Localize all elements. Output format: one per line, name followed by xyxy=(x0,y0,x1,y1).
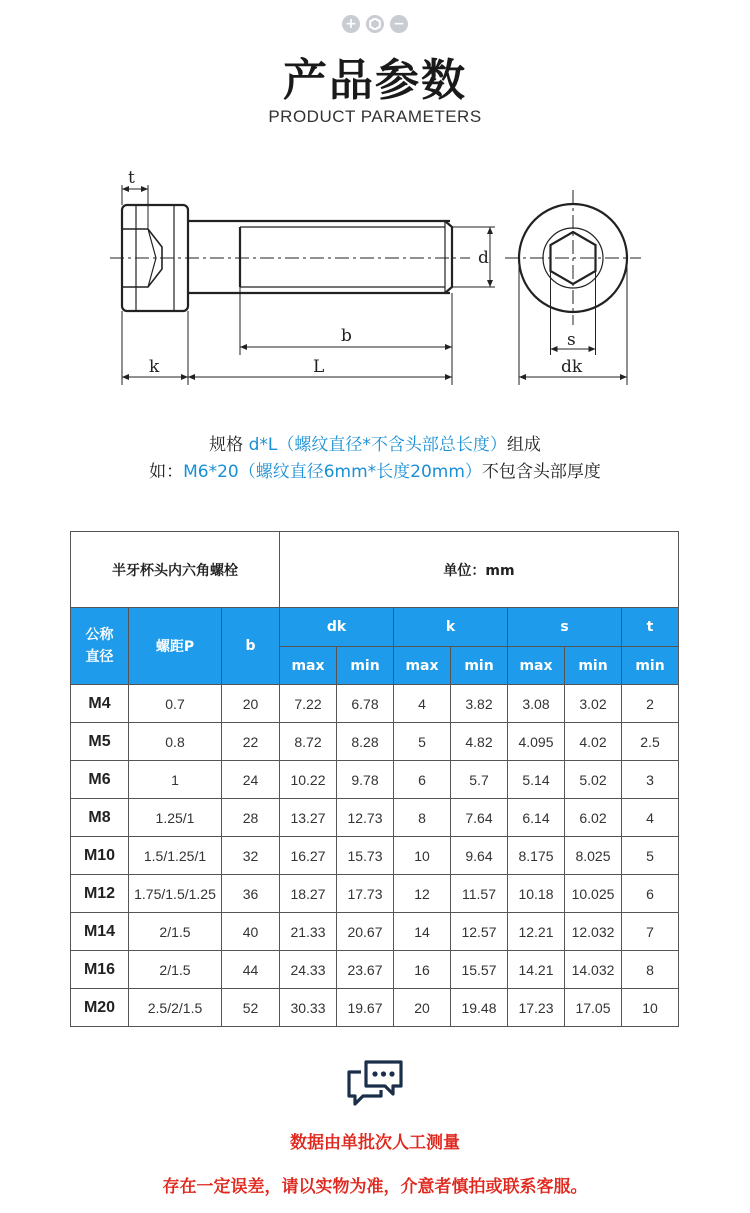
table-cell: 9.64 xyxy=(451,837,508,875)
table-cell: 9.78 xyxy=(337,761,394,799)
label-t: t xyxy=(128,168,135,188)
table-cell: 7 xyxy=(622,913,679,951)
subheader-cell: max xyxy=(280,647,337,685)
table-row xyxy=(71,875,679,913)
table-cell: 24.33 xyxy=(280,951,337,989)
table-cell: 22 xyxy=(222,723,280,761)
table-cell: 5 xyxy=(394,723,451,761)
table-cell: 3.82 xyxy=(451,685,508,723)
col-k: k xyxy=(394,608,508,647)
table-cell: 6.14 xyxy=(508,799,565,837)
table-cell: 10 xyxy=(394,837,451,875)
table-cell: 12.21 xyxy=(508,913,565,951)
col-s: s xyxy=(508,608,622,647)
table-cell: 14.032 xyxy=(565,951,622,989)
table-cell: 15.57 xyxy=(451,951,508,989)
table-cell: 6 xyxy=(394,761,451,799)
table-cell: 3 xyxy=(622,761,679,799)
table-cell: 3.08 xyxy=(508,685,565,723)
table-row xyxy=(71,723,679,761)
size-cell: M20 xyxy=(71,989,129,1027)
table-cell: 18.27 xyxy=(280,875,337,913)
header-decor xyxy=(0,15,750,33)
table-cell: 40 xyxy=(222,913,280,951)
table-cell: 17.05 xyxy=(565,989,622,1027)
table-cell: 10.025 xyxy=(565,875,622,913)
table-cell: 19.48 xyxy=(451,989,508,1027)
chat-bubbles-icon xyxy=(345,1052,405,1108)
size-cell: M14 xyxy=(71,913,129,951)
table-cell: 21.33 xyxy=(280,913,337,951)
table-cell: 4.02 xyxy=(565,723,622,761)
size-cell: M16 xyxy=(71,951,129,989)
subheader-cell: min xyxy=(337,647,394,685)
table-row xyxy=(71,951,679,989)
table-cell: 4 xyxy=(394,685,451,723)
table-cell: 28 xyxy=(222,799,280,837)
table-cell: 7.22 xyxy=(280,685,337,723)
table-cell: 3.02 xyxy=(565,685,622,723)
table-cell: 5.02 xyxy=(565,761,622,799)
table-cell: 8.72 xyxy=(280,723,337,761)
subheader-cell: max xyxy=(508,647,565,685)
table-cell: 17.23 xyxy=(508,989,565,1027)
table-cell: 6.02 xyxy=(565,799,622,837)
col-b: b xyxy=(222,608,280,685)
table-cell: 12 xyxy=(394,875,451,913)
table-cell: 1.25/1 xyxy=(129,799,222,837)
spec-description xyxy=(0,432,750,486)
size-cell: M4 xyxy=(71,685,129,723)
size-cell: M5 xyxy=(71,723,129,761)
table-cell: 15.73 xyxy=(337,837,394,875)
size-cell: M6 xyxy=(71,761,129,799)
table-row xyxy=(71,837,679,875)
table-cell: 7.64 xyxy=(451,799,508,837)
error-disclaimer: 存在一定误差，请以实物为准，介意者慎拍或联系客服。 xyxy=(162,1177,588,1197)
table-cell: 20 xyxy=(394,989,451,1027)
table-cell: 20 xyxy=(222,685,280,723)
table-cell: 52 xyxy=(222,989,280,1027)
table-cell: 11.57 xyxy=(451,875,508,913)
col-pitch: 螺距P xyxy=(129,608,222,685)
table-cell: 44 xyxy=(222,951,280,989)
label-k: k xyxy=(149,357,160,377)
table-cell: 14.21 xyxy=(508,951,565,989)
table-cell: 1 xyxy=(129,761,222,799)
table-cell: 17.73 xyxy=(337,875,394,913)
plus-icon: + xyxy=(342,15,360,33)
parameter-table xyxy=(70,531,679,1027)
col-dk: dk xyxy=(280,608,394,647)
table-cell: 12.57 xyxy=(451,913,508,951)
measurement-note: 数据由单批次人工测量 xyxy=(290,1133,460,1153)
table-row xyxy=(71,685,679,723)
table-body xyxy=(71,685,679,1027)
table-cell: 5 xyxy=(622,837,679,875)
label-dk: dk xyxy=(561,357,583,377)
spec-line-2: 如：M6*20（螺纹直径6mm*长度20mm）不包含头部厚度 xyxy=(149,462,601,482)
table-cell: 2.5 xyxy=(622,723,679,761)
table-cell: 16.27 xyxy=(280,837,337,875)
table-row xyxy=(71,761,679,799)
table-cell: 24 xyxy=(222,761,280,799)
page-subtitle: PRODUCT PARAMETERS xyxy=(268,107,482,126)
minus-icon: − xyxy=(390,15,408,33)
table-row xyxy=(71,989,679,1027)
col-t: t xyxy=(622,608,679,647)
table-row xyxy=(71,799,679,837)
table-cell: 5.14 xyxy=(508,761,565,799)
label-d: d xyxy=(478,248,489,268)
table-unit: 单位：mm xyxy=(280,532,679,608)
table-cell: 16 xyxy=(394,951,451,989)
size-cell: M8 xyxy=(71,799,129,837)
size-cell: M12 xyxy=(71,875,129,913)
table-cell: 4.095 xyxy=(508,723,565,761)
subheader-cell: min xyxy=(622,647,679,685)
table-cell: 4.82 xyxy=(451,723,508,761)
table-cell: 2 xyxy=(622,685,679,723)
table-cell: 10.22 xyxy=(280,761,337,799)
page-title: 产品参数 xyxy=(283,55,467,106)
subheader-cell: max xyxy=(394,647,451,685)
table-cell: 8 xyxy=(394,799,451,837)
table-cell: 6.78 xyxy=(337,685,394,723)
table-cell: 8.025 xyxy=(565,837,622,875)
table-cell: 14 xyxy=(394,913,451,951)
subheader-cell: min xyxy=(565,647,622,685)
table-cell: 0.8 xyxy=(129,723,222,761)
table-cell: 32 xyxy=(222,837,280,875)
table-cell: 4 xyxy=(622,799,679,837)
table-cell: 2/1.5 xyxy=(129,913,222,951)
label-L: L xyxy=(313,357,325,377)
table-cell: 12.032 xyxy=(565,913,622,951)
table-cell: 2/1.5 xyxy=(129,951,222,989)
table-cell: 6 xyxy=(622,875,679,913)
table-cell: 13.27 xyxy=(280,799,337,837)
table-cell: 20.67 xyxy=(337,913,394,951)
label-b: b xyxy=(341,326,352,346)
table-cell: 12.73 xyxy=(337,799,394,837)
table-cell: 10 xyxy=(622,989,679,1027)
table-row xyxy=(71,913,679,951)
label-s: s xyxy=(567,330,576,350)
table-cell: 10.18 xyxy=(508,875,565,913)
table-cell: 8 xyxy=(622,951,679,989)
screw-technical-drawing xyxy=(100,165,650,395)
table-cell: 5.7 xyxy=(451,761,508,799)
table-cell: 8.28 xyxy=(337,723,394,761)
parameter-table-wrap xyxy=(70,531,679,1027)
hexagon-icon xyxy=(366,15,384,33)
table-cell: 1.75/1.5/1.25 xyxy=(129,875,222,913)
size-cell: M10 xyxy=(71,837,129,875)
table-cell: 0.7 xyxy=(129,685,222,723)
table-cell: 30.33 xyxy=(280,989,337,1027)
table-cell: 8.175 xyxy=(508,837,565,875)
col-nominal-diameter: 公称 直径 xyxy=(71,608,129,685)
table-cell: 19.67 xyxy=(337,989,394,1027)
table-cell: 2.5/2/1.5 xyxy=(129,989,222,1027)
table-cell: 23.67 xyxy=(337,951,394,989)
table-cell: 1.5/1.25/1 xyxy=(129,837,222,875)
table-title: 半牙杯头内六角螺栓 xyxy=(71,532,280,608)
spec-line-1: 规格 d*L（螺纹直径*不含头部总长度）组成 xyxy=(209,435,541,455)
subheader-cell: min xyxy=(451,647,508,685)
table-cell: 36 xyxy=(222,875,280,913)
